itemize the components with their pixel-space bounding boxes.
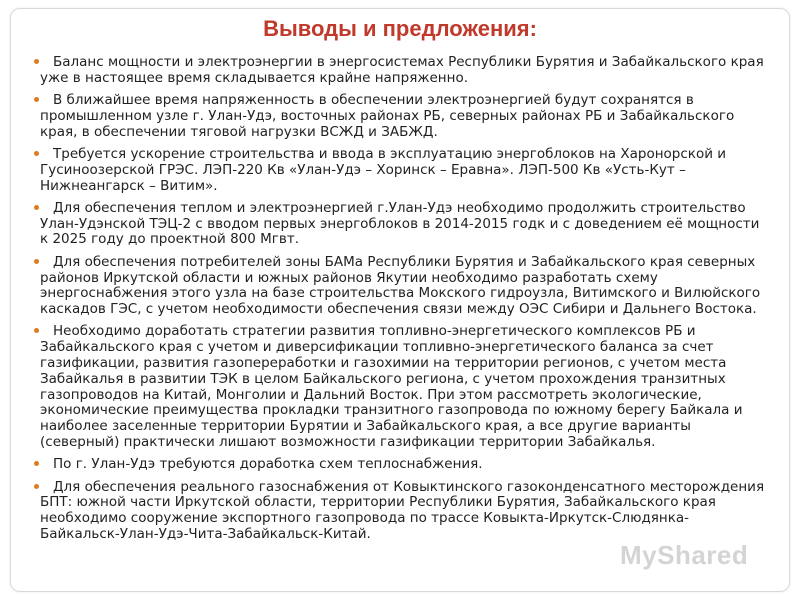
bullet-text: Для обеспечения реального газоснабжения от Ковыктинского газоконденсатного месторождения БПТ: южной части Иркутской области, территории Республики Бурятия, Забайкальского края необходимо сооружение экспортного газопровода по трассе Ковыкта-Иркутск-Слюдянка-Байкальск-Улан-Удэ-Чита-Забайкальск-Китай. xyxy=(40,478,765,543)
bullet-item xyxy=(40,255,765,318)
bullet-item xyxy=(40,457,765,473)
watermark: MyShared xyxy=(620,540,749,570)
bullet-text: Для обеспечения теплом и электроэнергией г.Улан-Удэ необходимо продолжить строительство Улан-Удэнской ТЭЦ-2 с вводом первых энергоблоков в 2014-2015 годк и с доведением её мощности к 2025 году до проектной 800 Мгвт. xyxy=(40,199,760,248)
bullet-dot-icon xyxy=(34,484,39,489)
bullet-dot-icon xyxy=(34,59,39,64)
bullet-dot-icon xyxy=(34,259,39,264)
bullet-item xyxy=(40,93,765,140)
bullet-item xyxy=(40,147,765,194)
bullet-text: Для обеспечения потребителей зоны БАМа Республики Бурятия и Забайкальского края северных районов Иркутской области и южных районов Якутии необходимо разработать схему энергоснабжения этого узла на базе строительства Мокского гидроузла, Витимского и Вилюйского каскадов ГЭС, с учетом необходимости обеспечения связи между ОЭС Сибири и Дальнего Востока. xyxy=(40,253,761,318)
bullet-text: Баланс мощности и электроэнергии в энергосистемах Республики Бурятия и Забайкальского края уже в настоящее время складывается крайне напряженно. xyxy=(40,54,764,86)
slide-title: Выводы и предложения: xyxy=(263,16,537,41)
bullet-item xyxy=(40,201,765,248)
bullet-text: В ближайшее время напряженность в обеспечении электроэнергией будут сохранятся в промышленном узле г. Улан-Удэ, восточных районах РБ, северных районах РБ и Забайкальского края, в обеспечении тяговой нагрузки ВСЖД и ЗАБЖД. xyxy=(40,92,735,140)
bullet-list xyxy=(40,55,765,549)
bullet-item xyxy=(40,480,765,543)
bullet-dot-icon xyxy=(34,205,39,210)
bullet-item xyxy=(40,55,765,87)
bullet-dot-icon xyxy=(34,151,39,156)
bullet-item xyxy=(40,324,765,450)
bullet-text: Необходимо доработать стратегии развития топливно-энергетического комплексов РБ и Забайкальского края с учетом и диверсификации топливно-энергетического баланса за счет газификации, развития газопереработки и газохимии на территории регионов, с учетом места Забайкалья в развитии ТЭК в целом Байкальского региона, с учетом прохождения транзитных газопроводов на Китай, Монголии и Дальний Восток. При этом рассмотреть экологические, экономические преимущества прокладки транзитного газопровода по южному берегу Байкала и наиболее заселенные территории Бурятии и Забайкальского края, а все другие варианты (северный) практически лишают возможности газификации территории Забайкалья. xyxy=(40,323,743,451)
bullet-text: По г. Улан-Удэ требуются доработка схем теплоснабжения. xyxy=(53,456,483,473)
bullet-text: Требуется ускорение строительства и ввода в эксплуатацию энергоблоков на Харонорской и Гусиноозерской ГРЭС. ЛЭП-220 Кв «Улан-Удэ – Хоринск – Еравна». ЛЭП-500 Кв «Усть-Кут – Нижнеангарск – Витим». xyxy=(40,145,727,194)
